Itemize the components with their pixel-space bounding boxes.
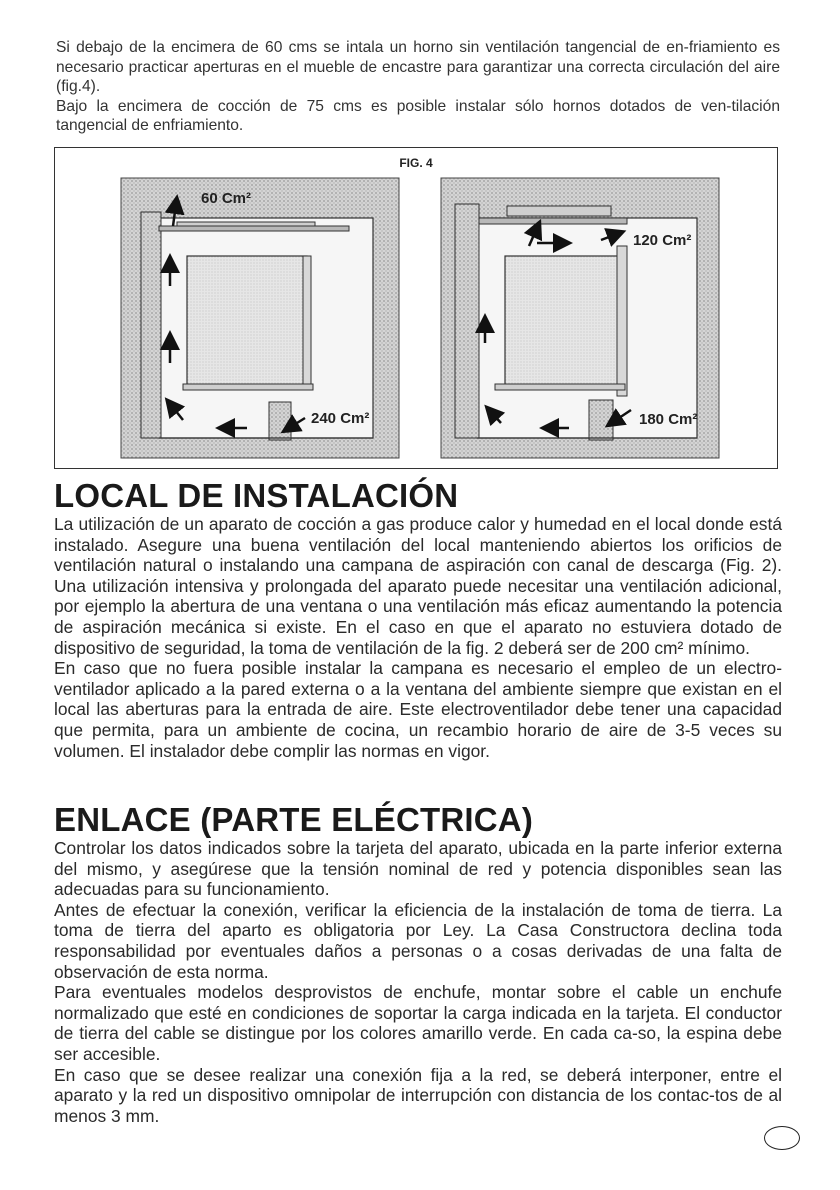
ventilation-diagram — [55, 148, 777, 468]
section-heading: LOCAL DE INSTALACIÓN — [54, 477, 459, 514]
section-local-instalacion — [54, 478, 782, 761]
section-paragraph: La utilización de un aparato de cocción a gas produce calor y humedad en el local donde está instalado. Asegure una buena ventilación del local manteniendo abiertos los orificios de ventilación natural o instalando una campana de aspiración con canal de descarga (Fig. 2). Una utilización intensiva y prolongada del aparato puede necesitar una ventilación adicional, por ejemplo la abertura de una ventana o una ventilación más eficaz aumentando la potencia de aspiración mecánica si existe. En el caso en que el aparato no estuviera dotado de dispositivo de seguridad, la toma de ventilación de la fig. 2 deberá ser de 200 cm² mínimo. — [54, 514, 782, 658]
left-cabinet-diagram — [121, 178, 399, 458]
page-marker-oval — [764, 1126, 800, 1150]
section-paragraph: En caso que no fuera posible instalar la campana es necesario el empleo de un electro-ventilador aplicado a la pared externa o a la ventana del ambiente siempre que existan en el local las aberturas para la entrada de aire. Este electroventilador debe tener una capacidad que permita, para un ambiente de cocina, un recambio horario de aire de 3-5 veces su volumen. El instalador debe complir las normas en vigor. — [54, 658, 782, 761]
intro-paragraph-1: Si debajo de la encimera de 60 cms se intala un horno sin ventilación tangencial de en-friamiento es necesario practicar aperturas en el mueble de encastre para garantizar una correcta circulación del aire (fig.4). — [56, 39, 780, 95]
section-paragraph: Para eventuales modelos desprovistos de enchufe, montar sobre el cable un enchufe normalizado que esté en condiciones de soportar la carga indicada en la tarjeta. El conductor de tierra del cable se distingue por los colores amarillo verde. En cada ca-so, la espina debe ser accesible. — [54, 982, 782, 1064]
intro-text — [56, 38, 780, 136]
figure-4 — [54, 147, 778, 469]
left-top-area-label: 60 Cm² — [201, 190, 252, 207]
intro-paragraph-2: Bajo la encimera de cocción de 75 cms es posible instalar sólo hornos dotados de ven-tilación tangencial de enfriamiento. — [56, 97, 780, 134]
section-enlace-electrica — [54, 802, 782, 1126]
right-cabinet-diagram — [441, 178, 719, 458]
section-paragraph: Antes de efectuar la conexión, verificar la eficiencia de la instalación de toma de tierra. La toma de tierra del aparto es obligatoria por Ley. La Casa Constructora declina toda responsabilidad por eventuales daños a personas o a cosas derivadas de una falta de observación de esta norma. — [54, 899, 782, 982]
right-bottom-area-label: 180 Cm² — [639, 411, 698, 428]
section-paragraph: En caso que se desee realizar una conexión fija a la red, se deberá interponer, entre el aparato y la red un dispositivo omnipolar de interrupción con distancia de los contac-tos de al menos 3 mm. — [54, 1064, 782, 1126]
figure-label: FIG. 4 — [399, 156, 433, 170]
right-top-area-label: 120 Cm² — [633, 232, 692, 249]
left-bottom-area-label: 240 Cm² — [311, 410, 370, 427]
section-paragraph: Controlar los datos indicados sobre la tarjeta del aparato, ubicada en la parte inferior externa del mismo, y asegúrese que la tensión nominal de red y potencia disponibles sean las adecuadas para su funcionamiento. — [54, 838, 782, 900]
section-heading: ENLACE (PARTE ELÉCTRICA) — [54, 801, 534, 838]
